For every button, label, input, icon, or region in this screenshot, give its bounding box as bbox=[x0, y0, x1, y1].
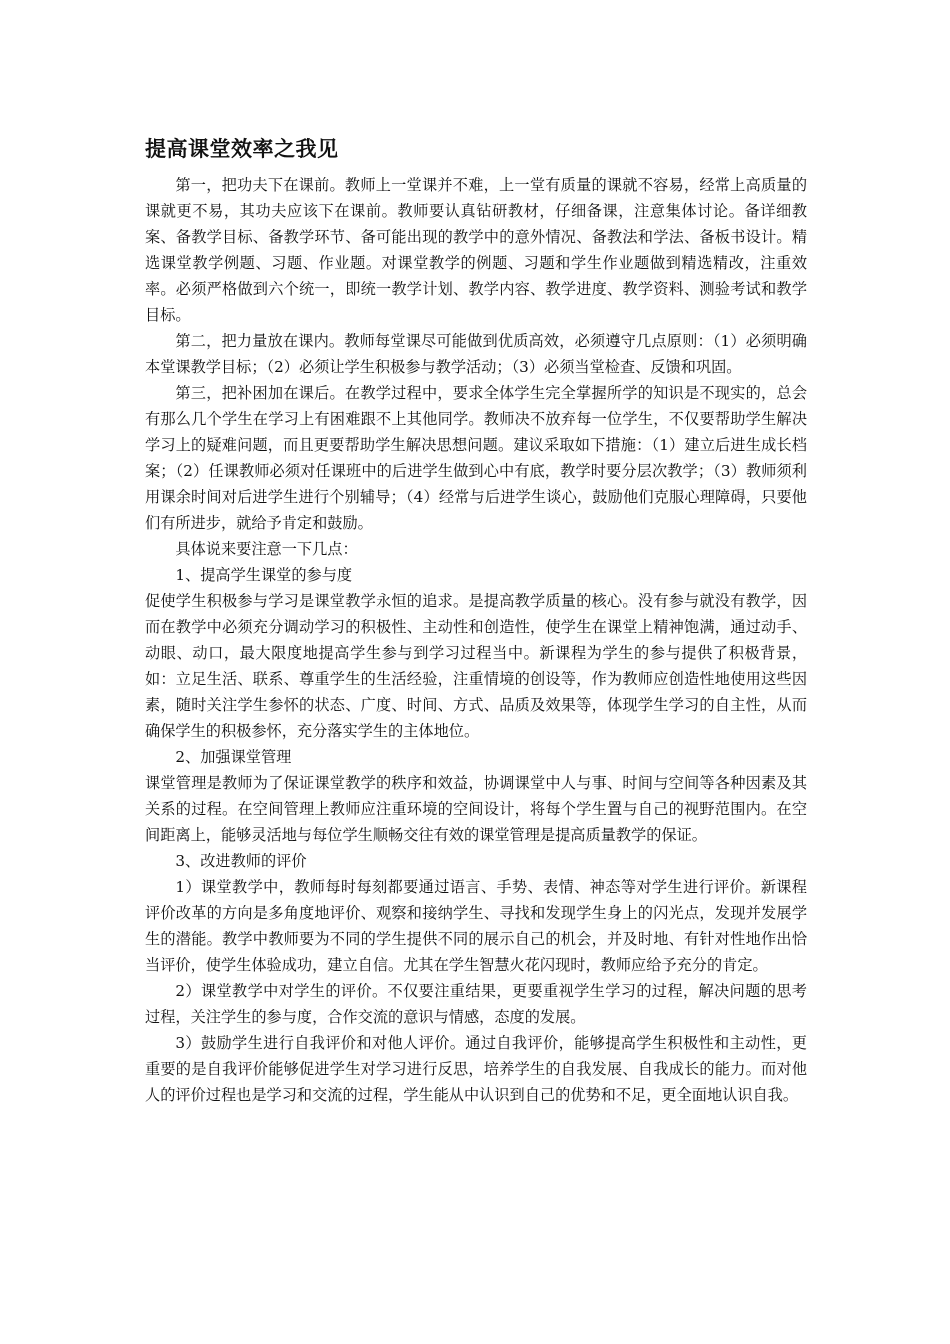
section-heading-3: 3、改进教师的评价 bbox=[175, 852, 307, 870]
paragraph-6: 促使学生积极参与学习是课堂教学永恒的追求。是提高教学质量的核心。没有参与就没有教学，因而在教学中必须充分调动学习的积极性、主动性和创造性，使学生在课堂上精神饱满，通过动手、动眼、动口，最大限度地提高学生参与到学习过程当中。新课程为学生的参与提供了积极背景，如：立足生活、联系、尊重学生的生活经验，注重情境的创设等，作为教师应创造性地使用这些因素，随时关注学生参怀的状态、广度、时间、方式、品质及效果等，体现学生学习的自主性，从而确保学生的积极参怀，充分落实学生的主体地位。 bbox=[145, 592, 807, 740]
paragraph-2: 第二，把力量放在课内。教师每堂课尽可能做到优质高效，必须遵守几点原则：（1）必须明确本堂课教学目标；（2）必须让学生积极参与教学活动；（3）必须当堂检查、反馈和巩固。 bbox=[145, 332, 807, 376]
section-heading-1: 1、提高学生课堂的参与度 bbox=[175, 566, 353, 584]
document-title: 提高课堂效率之我见 bbox=[145, 137, 339, 161]
paragraph-4: 具体说来要注意一下几点： bbox=[175, 540, 358, 558]
paragraph-12: 3）鼓励学生进行自我评价和对他人评价。通过自我评价，能够提高学生积极性和主动性，更重要的是自我评价能够促进学生对学习进行反思，培养学生的自我发展、自我成长的能力。而对他人的评价过程也是学习和交流的过程，学生能从中认识到自己的优势和不足，更全面地认识自我。 bbox=[145, 1034, 807, 1104]
section-heading-2: 2、加强课堂管理 bbox=[175, 748, 292, 766]
paragraph-8: 课堂管理是教师为了保证课堂教学的秩序和效益，协调课堂中人与事、时间与空间等各种因素及其关系的过程。在空间管理上教师应注重环境的空间设计，将每个学生置与自己的视野范围内。在空间距离上，能够灵活地与每位学生顺畅交往有效的课堂管理是提高质量教学的保证。 bbox=[145, 774, 807, 844]
paragraph-1: 第一，把功夫下在课前。教师上一堂课并不难，上一堂有质量的课就不容易，经常上高质量的课就更不易，其功夫应该下在课前。教师要认真钻研教材，仔细备课，注意集体讨论。备详细教案、备教学目标、备教学环节、备可能出现的教学中的意外情况、备教法和学法、备板书设计。精选课堂教学例题、习题、作业题。对课堂教学的例题、习题和学生作业题做到精选精改，注重效率。必须严格做到六个统一，即统一教学计划、教学内容、教学进度、教学资料、测验考试和教学目标。 bbox=[145, 176, 807, 324]
paragraph-10: 1）课堂教学中，教师每时每刻都要通过语言、手势、表情、神态等对学生进行评价。新课程评价改革的方向是多角度地评价、观察和接纳学生、寻找和发现学生身上的闪光点，发现并发展学生的潜能。教学中教师要为不同的学生提供不同的展示自己的机会，并及时地、有针对性地作出恰当评价，使学生体验成功，建立自信。尤其在学生智慧火花闪现时，教师应给予充分的肯定。 bbox=[145, 878, 807, 974]
paragraph-11: 2）课堂教学中对学生的评价。不仅要注重结果，更要重视学生学习的过程，解决问题的思考过程，关注学生的参与度，合作交流的意识与情感，态度的发展。 bbox=[145, 982, 807, 1026]
paragraph-3: 第三，把补困加在课后。在教学过程中，要求全体学生完全掌握所学的知识是不现实的，总会有那么几个学生在学习上有困难跟不上其他同学。教师决不放弃每一位学生，不仅要帮助学生解决学习上的疑难问题，而且更要帮助学生解决思想问题。建议采取如下措施：（1）建立后进生成长档案；（2）任课教师必须对任课班中的后进学生做到心中有底，教学时要分层次教学；（3）教师须利用课余时间对后进学生进行个别辅导；（4）经常与后进学生谈心，鼓励他们克服心理障碍，只要他们有所进步，就给予肯定和鼓励。 bbox=[145, 384, 807, 532]
document-page bbox=[145, 132, 807, 1108]
